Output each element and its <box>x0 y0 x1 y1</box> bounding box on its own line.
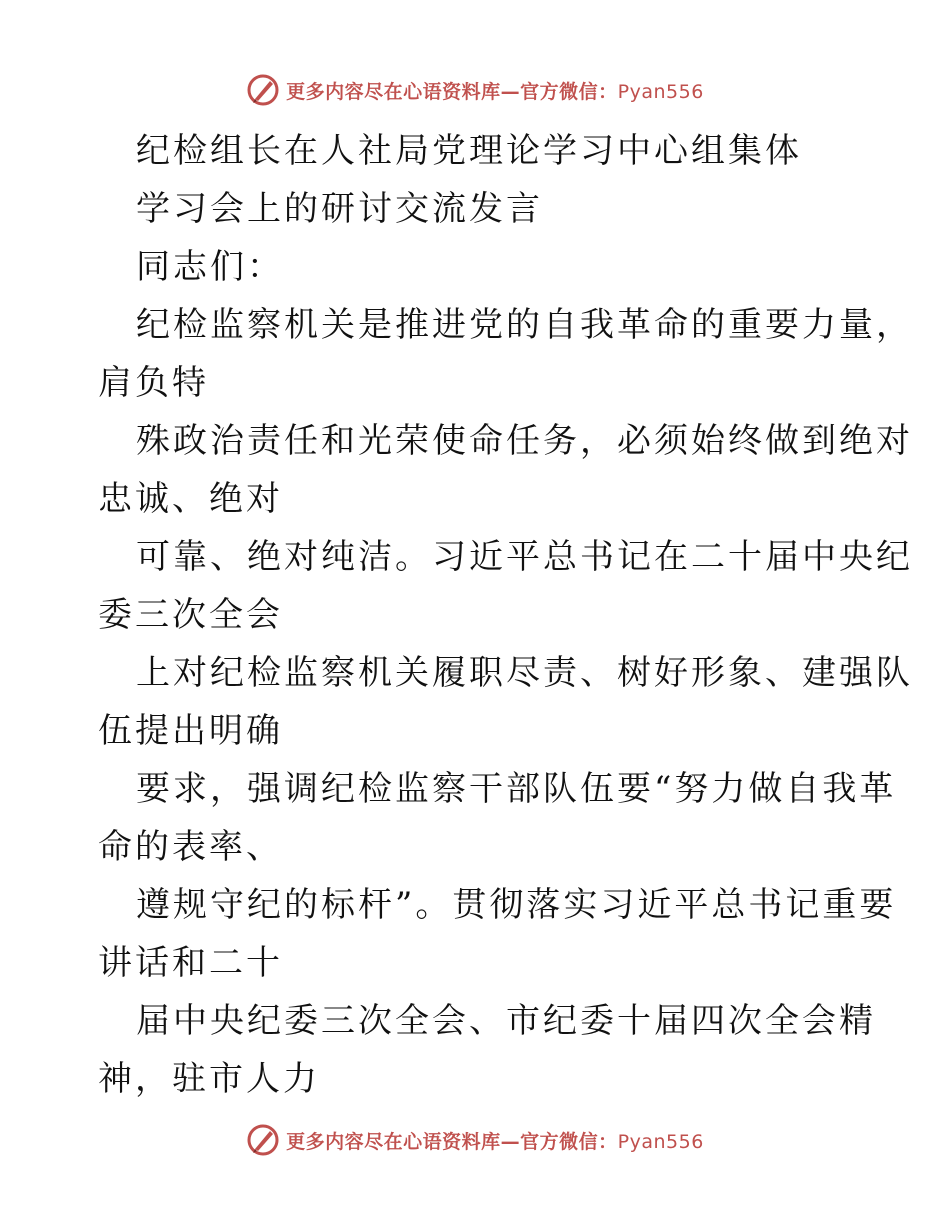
text-line: 肩负特 <box>98 363 209 403</box>
text-line: 讲话和二十 <box>98 943 283 983</box>
text-line: 纪检组长在人社局党理论学习中心组集体 <box>136 131 802 171</box>
text-line: 殊政治责任和光荣使命任务，必须始终做到绝对 <box>136 421 913 461</box>
quill-pen-logo-icon <box>246 73 280 107</box>
text-line: 同志们： <box>136 247 284 287</box>
text-line: 伍提出明确 <box>98 711 283 751</box>
text-line: 命的表率、 <box>98 827 283 867</box>
banner-text: 更多内容尽在心语资料库—官方微信：Pyan556 <box>286 80 704 103</box>
text-line: 神，驻市人力 <box>98 1059 320 1099</box>
quill-pen-logo-icon <box>246 1123 280 1157</box>
banner-text: 更多内容尽在心语资料库—官方微信：Pyan556 <box>286 1130 704 1153</box>
text-line: 学习会上的研讨交流发言 <box>136 189 543 229</box>
text-line: 忠诚、绝对 <box>98 479 283 519</box>
text-line: 上对纪检监察机关履职尽责、树好形象、建强队 <box>136 653 913 693</box>
text-line: 届中央纪委三次全会、市纪委十届四次全会精 <box>136 1001 876 1041</box>
text-line: 委三次全会 <box>98 595 283 635</box>
text-line: 遵规守纪的标杆”。贯彻落实习近平总书记重要 <box>136 885 897 925</box>
header-banner <box>0 70 950 110</box>
document-body <box>98 122 913 1108</box>
text-line: 要求，强调纪检监察干部队伍要“努力做自我革 <box>136 769 897 809</box>
footer-banner <box>0 1120 950 1160</box>
text-line: 可靠、绝对纯洁。习近平总书记在二十届中央纪 <box>136 537 913 577</box>
text-line: 纪检监察机关是推进党的自我革命的重要力量， <box>136 305 913 345</box>
